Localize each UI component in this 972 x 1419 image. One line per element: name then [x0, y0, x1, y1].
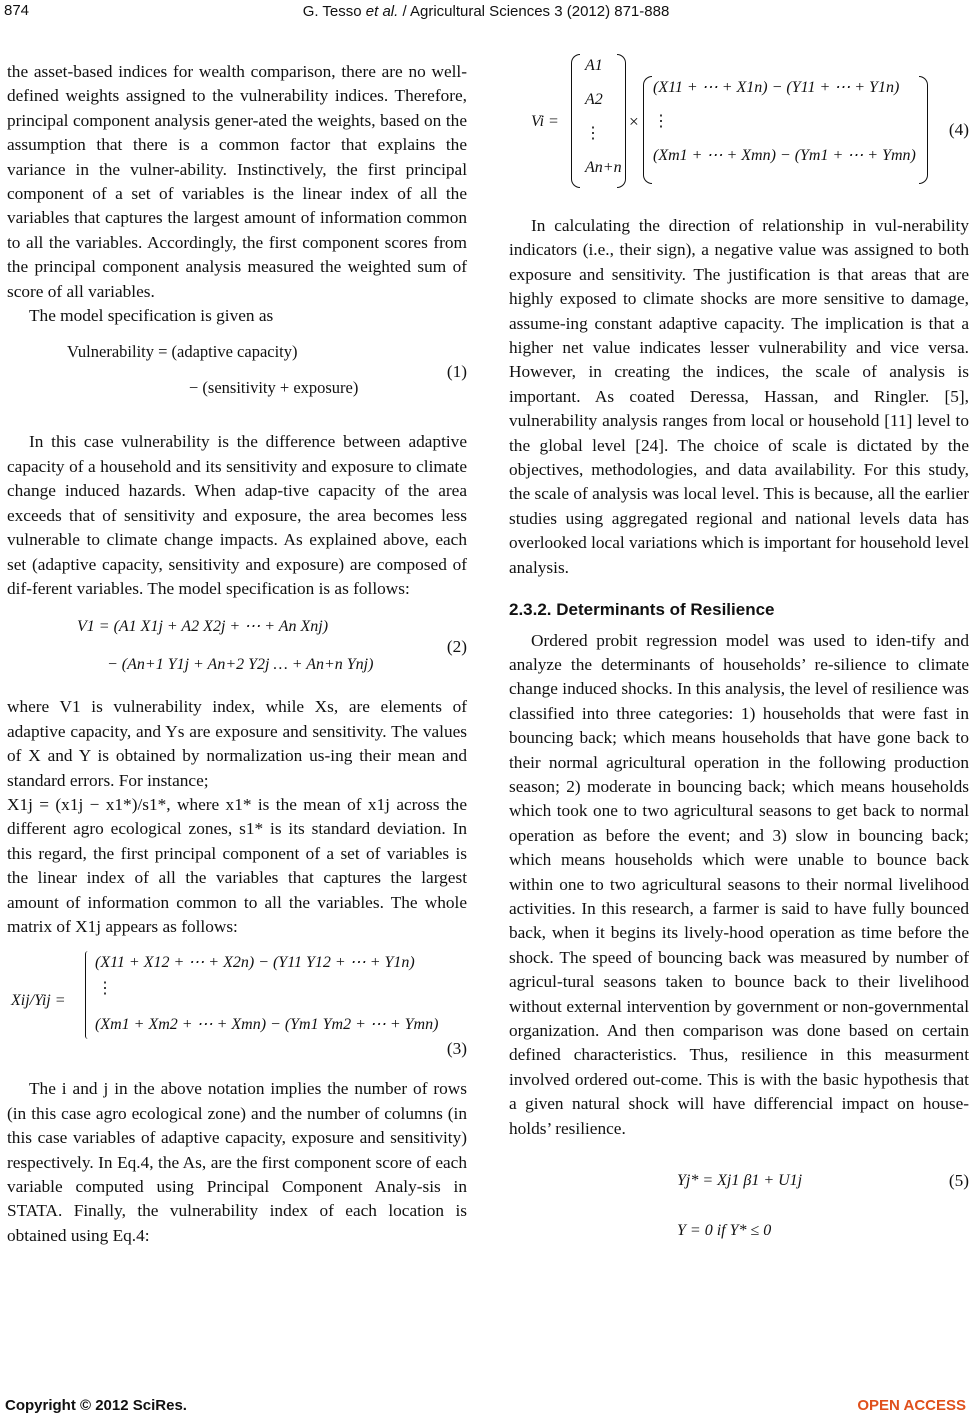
vector-entry: A2	[585, 91, 603, 108]
running-head: G. Tesso et al. / Agricultural Sciences 3 (2012) 871-888	[302, 3, 670, 20]
equation-3-row-2: ⋮	[97, 980, 113, 998]
left-paren	[643, 76, 652, 184]
times-sign: ×	[629, 112, 639, 131]
equation-6	[509, 1215, 969, 1245]
paragraph: In this case vulnerability is the difference between adaptive capacity of a household and its sensitivity and exposure to climate change induced hazards. When adap-tive capacity of the area exceeds that of sensitivity and exposure, the area becomes less vulnerable to climate change impacts. As explained above, each set (adaptive capacity, sensitivity and exposure) are composed of dif-ferent variables. The model specification is as follows:	[7, 432, 467, 598]
section-heading: 2.3.2. Determinants of Resilience	[509, 600, 775, 620]
equation-number: (2)	[446, 637, 467, 657]
equation-3-row-3: (Xm1 + Xm2 + ⋯ + Xmn) − (Ym1 Ym2 + ⋯ + Ymn)	[95, 1016, 439, 1034]
paragraph: The model specification is given as	[29, 306, 274, 326]
equation-2-line-2: − (An+1 Y1j + An+2 Y2j … + An+n Ynj)	[107, 656, 374, 674]
vector-entry: A1	[585, 57, 603, 74]
equation-1-line-2: − (sensitivity + exposure)	[189, 378, 359, 398]
paragraph: the asset-based indices for wealth comparison, there are no well-defined weights assigned to the vulnerability indices. Therefore, principal component analysis gener-ated the weights, based on the assumption that there is a common factor that explains the variance in the vulner-ability. Instinctively, the first principal component of a set of variables is the linear index of all the variables that captures the largest amount of information common to all the variables. Accordingly, the first component scores from the principal component analysis measured the weighted sum of score of all variables.	[7, 62, 467, 301]
equation-1-line-1: Vulnerability = (adaptive capacity)	[67, 342, 298, 362]
equation-1	[7, 336, 467, 418]
equation-3-row-1: (X11 + X12 + ⋯ + X2n) − (Y11 Y12 + ⋯ + Y1n)	[95, 954, 415, 972]
equation-3-brace	[85, 951, 88, 1039]
right-column	[509, 46, 969, 1245]
paragraph: In calculating the direction of relationship in vul-nerability indicators (i.e., their sign), a negative value was assigned to both exposure and sensitivity. The justification is that areas that are highly exposed to climate shocks are more sensitive to damage, assume-ing constant adaptive capacity. The implication is that a higher net value indicates lesser vulnerability and vice versa. However, in creating the indices, the scale of analysis is important. As coated Deressa, Hassan, and Ringler. [5], vulnerability analysis ranges from local or household [11] level to the global level [24]. The choice of scale is dictated by the objectives, methodologies, and data availability. For this study, the scale of analysis was local level. This is because, all the earlier studies using aggregated regional and national levels data has overlooked local variations which is important for household level analysis.	[509, 216, 969, 577]
equation-4	[509, 46, 969, 196]
equation-number: (3)	[446, 1039, 467, 1059]
matrix-row: ⋮	[653, 113, 669, 130]
paragraph: X1j = (x1j − x1*)/s1*, where x1* is the mean of x1j across the different agro ecological zones, s1* is its standard deviation. In this regard, the first principal component of a set of variables is the linear index of all the variables that captures the largest amount of information common to all the variables. The whole matrix of X1j appears as follows:	[7, 794, 467, 936]
equation-2	[7, 609, 467, 695]
equation-3-lhs: Xij/Yij =	[11, 992, 66, 1010]
left-column	[7, 60, 467, 1248]
equation-number: (1)	[446, 362, 467, 382]
paragraph: Ordered probit regression model was used to iden-tify and analyze the determinants of households’ re-silience to climate change induced shocks. In this analysis, the level of resilience was classified into three categories: 1) households that were fast in bouncing back; which means households that have gone back to their normal agricultural operation in the following production season; 2) moderate in bouncing back; which means households which took one to two agricultural seasons to get back to normal operation as before the event; and 3) slow in bouncing back; which means households which were unable to bounce back within one to two agricultural seasons to their normal livelihood activities. In this research, a farmer is said to have fully bounced back, when it begins its lively-hood operation as time before the shock. The speed of bouncing back was measured by number of agricul-tural seasons taken to bounce back to their livelihood without external intervention by government or non-governmental organization. And then comparison was done based on certain defined characteristics. Thus, resilience in this measurment involved ordered out-come. This is with the basic hypothesis that a given natural shock will have differencial impact on house-holds’ resilience.	[509, 630, 969, 1138]
equation-number: (5)	[948, 1171, 969, 1191]
vector-entry: ⋮	[585, 125, 601, 142]
copyright: Copyright © 2012 SciRes.	[5, 1397, 187, 1414]
equation-2-line-1: V1 = (A1 X1j + A2 X2j + ⋯ + An Xnj)	[77, 618, 329, 636]
matrix-row: (Xm1 + ⋯ + Xmn) − (Ym1 + ⋯ + Ymn)	[653, 147, 916, 164]
paragraph: The i and j in the above notation implies the number of rows (in this case agro ecological zone) and the number of columns (in this case variables of adaptive capacity, exposure and sensitivity) respectively. In Eq.4, the As, are the first component score of each variable computed using Principal Component Analy-sis in STATA. Finally, the vulnerability index of each location is obtained using Eq.4:	[7, 1079, 467, 1245]
matrix-row: (X11 + ⋯ + X1n) − (Y11 + ⋯ + Y1n)	[653, 79, 900, 96]
equation-6-body: Y = 0 if Y* ≤ 0	[677, 1222, 772, 1240]
vector-entry: An+n	[585, 159, 622, 176]
equation-3	[7, 947, 467, 1059]
right-paren	[617, 54, 626, 188]
page-number: 874	[4, 2, 30, 19]
left-paren	[571, 54, 580, 188]
equation-4-matrix	[653, 76, 916, 178]
equation-4-lhs: Vi =	[531, 113, 559, 130]
equation-5	[509, 1155, 969, 1215]
paragraph: where V1 is vulnerability index, while Xs, are elements of adaptive capacity, and Ys are exposure and sensitivity. The values of X and Y is obtained by normalization us-ing their mean and standard errors. For instance;	[7, 697, 467, 790]
open-access-label: OPEN ACCESS	[857, 1397, 966, 1414]
right-paren	[919, 76, 928, 184]
equation-number: (4)	[948, 120, 969, 139]
equation-5-body: Yj* = Xj1 β1 + U1j	[677, 1172, 803, 1190]
